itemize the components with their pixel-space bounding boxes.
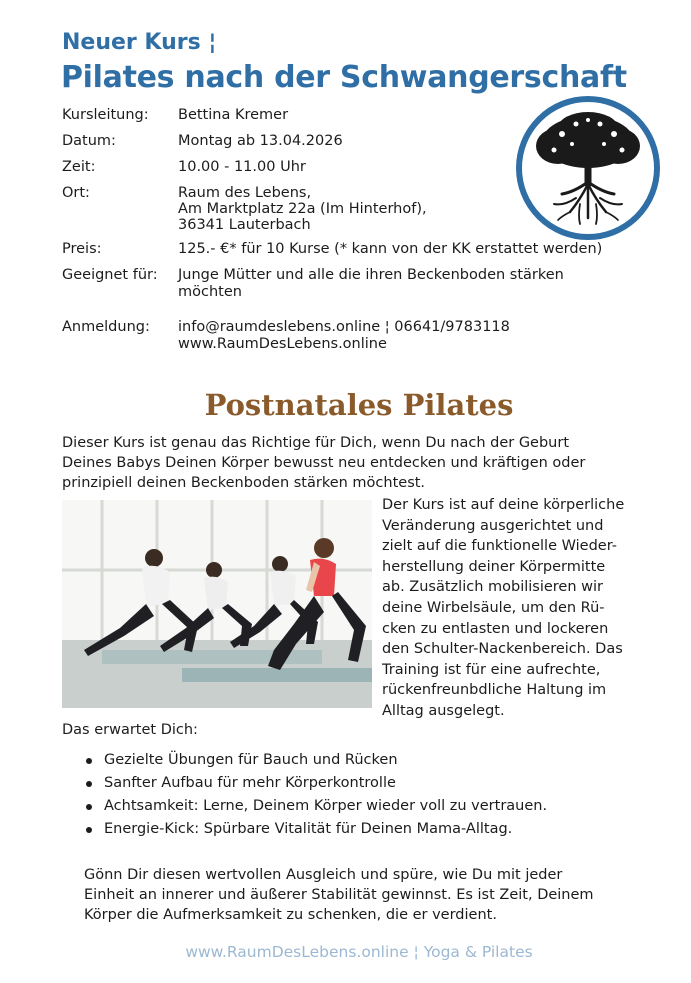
list-item: Achtsamkeit: Lerne, Deinem Körper wieder voll zu vertrauen. xyxy=(84,795,547,818)
signup-label: Anmeldung: xyxy=(62,319,150,335)
tree-of-life-icon xyxy=(514,94,662,242)
side-line: ab. Zusätzlich mobilisieren wir xyxy=(382,579,603,596)
pilates-photo xyxy=(62,500,372,708)
suitable-value xyxy=(178,266,648,302)
closing-paragraph xyxy=(84,865,664,925)
side-line: den Schulter-Nackenbereich. Das xyxy=(382,641,623,658)
tree-of-life-logo xyxy=(514,94,662,242)
kicker-heading: Neuer Kurs ¦ xyxy=(62,30,217,55)
signup-value xyxy=(178,318,648,354)
suitable-line: Junge Mütter und alle die ihren Beckenboden stärken xyxy=(178,267,564,283)
side-line: cken zu entlasten und lockeren xyxy=(382,620,609,637)
list-item: Gezielte Übungen für Bauch und Rücken xyxy=(84,749,547,772)
instructor-label: Kursleitung: xyxy=(62,107,149,123)
place-line: 36341 Lauterbach xyxy=(178,217,311,233)
intro-paragraph xyxy=(62,433,662,493)
section-title: Postnatales Pilates xyxy=(204,388,514,422)
instructor-value: Bettina Kremer xyxy=(178,107,289,123)
date-label: Datum: xyxy=(62,133,116,149)
signup-email-phone[interactable]: info@raumdeslebens.online ¦ 06641/9783118 xyxy=(178,319,510,335)
side-line: Veränderung ausgerichtet und xyxy=(382,517,604,534)
intro-line: Deines Babys Deinen Körper bewusst neu entdecken und kräftigen oder xyxy=(62,455,586,471)
side-line: Training ist für eine aufrechte, xyxy=(382,661,601,678)
benefit-list xyxy=(84,749,547,841)
side-line: rückenfreunbdliche Haltung im xyxy=(382,682,607,699)
date-value: Montag ab 13.04.2026 xyxy=(178,133,343,149)
time-value: 10.00 - 11.00 Uhr xyxy=(178,159,306,175)
intro-line: prinzipiell deinen Beckenboden stärken möchtest. xyxy=(62,475,426,491)
place-label: Ort: xyxy=(62,185,90,201)
page-title: Pilates nach der Schwangerschaft xyxy=(61,60,627,95)
list-item: Energie-Kick: Spürbare Vitalität für Deinen Mama-Alltag. xyxy=(84,818,547,841)
list-item: Sanfter Aufbau für mehr Körperkontrolle xyxy=(84,772,547,795)
closing-line: Einheit an innerer und äußerer Stabilität gewinnst. Es ist Zeit, Deinem xyxy=(84,887,594,903)
place-line: Raum des Lebens, xyxy=(178,185,312,201)
price-value: 125.- €* für 10 Kurse (* kann von der KK erstattet werden) xyxy=(178,241,603,257)
side-line: zielt auf die funktionelle Wieder- xyxy=(382,538,617,555)
side-line: Der Kurs ist auf deine körperliche xyxy=(382,497,625,513)
side-paragraph xyxy=(382,495,672,722)
side-line: herstellung deiner Körpermitte xyxy=(382,558,606,575)
side-line: deine Wirbelsäule, um den Rü- xyxy=(382,599,605,616)
footer-link[interactable]: www.RaumDesLebens.online ¦ Yoga & Pilates xyxy=(185,943,533,961)
time-label: Zeit: xyxy=(62,159,96,175)
suitable-label: Geeignet für: xyxy=(62,267,158,283)
intro-line: Dieser Kurs ist genau das Richtige für Dich, wenn Du nach der Geburt xyxy=(62,435,570,451)
place-line: Am Marktplatz 22a (Im Hinterhof), xyxy=(178,201,427,217)
closing-line: Körper die Aufmerksamkeit zu schenken, die er verdient. xyxy=(84,907,497,923)
suitable-line: möchten xyxy=(178,284,242,300)
price-label: Preis: xyxy=(62,241,102,257)
closing-line: Gönn Dir diesen wertvollen Ausgleich und spüre, wie Du mit jeder xyxy=(84,867,563,883)
expect-heading: Das erwartet Dich: xyxy=(62,722,198,738)
signup-website-link[interactable]: www.RaumDesLebens.online xyxy=(178,336,387,352)
side-line: Alltag ausgelegt. xyxy=(382,702,505,719)
